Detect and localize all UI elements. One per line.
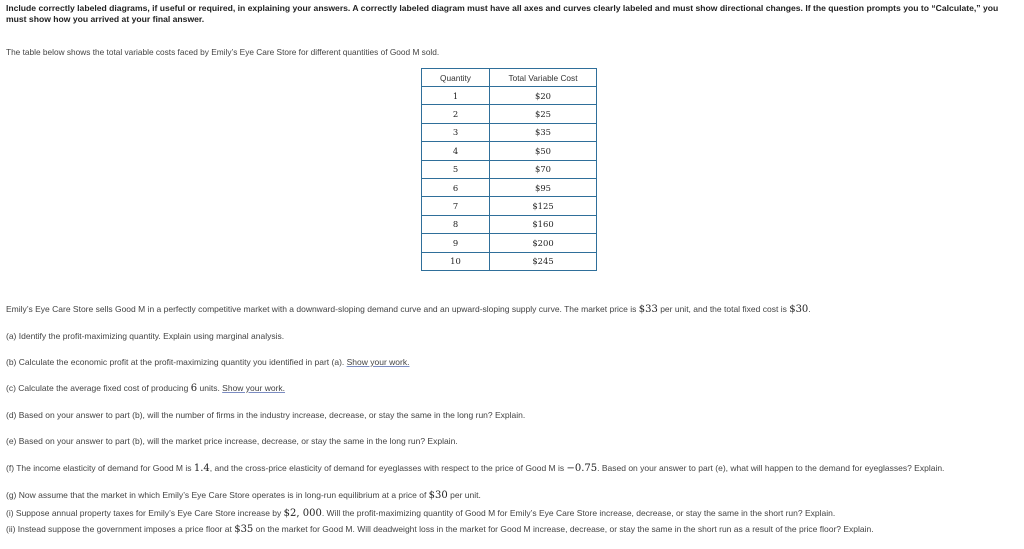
- cost-cell: $200: [490, 234, 597, 252]
- question-g-ii: [6, 524, 874, 535]
- table-row: [422, 178, 597, 196]
- table-row: [422, 197, 597, 215]
- quantity-cell: 6: [422, 178, 490, 196]
- cost-cell: $25: [490, 105, 597, 123]
- scenario-text: [6, 304, 811, 315]
- quantity-cell: 2: [422, 105, 490, 123]
- question-c-pre: (c) Calculate the average fixed cost of producing: [6, 383, 191, 393]
- question-g-pre: (g) Now assume that the market in which Emily’s Eye Care Store operates is in long-run equilibrium at a price of: [6, 490, 429, 500]
- quantity-cell: 5: [422, 160, 490, 178]
- question-d: (d) Based on your answer to part (b), will the number of firms in the industry increase, decrease, or stay the same in the long run? Explain.: [6, 410, 526, 420]
- table-row: [422, 160, 597, 178]
- question-f: [6, 463, 944, 474]
- cost-cell: $160: [490, 215, 597, 233]
- question-e: (e) Based on your answer to part (b), will the market price increase, decrease, or stay the same in the long run? Explain.: [6, 436, 458, 446]
- header-quantity: Quantity: [422, 69, 490, 87]
- question-c-units: 6: [190, 383, 198, 394]
- quantity-cell: 7: [422, 197, 490, 215]
- question-f-pre: (f) The income elasticity of demand for Good M is: [6, 463, 194, 473]
- cost-cell: $35: [490, 123, 597, 141]
- table-row: [422, 252, 597, 270]
- question-b: [6, 357, 409, 367]
- table-header-row: [422, 69, 597, 87]
- question-g-i: [6, 508, 835, 519]
- instructions: Include correctly labeled diagrams, if useful or required, in explaining your answers. A correctly labeled diagram must have all axes and curves clearly labeled and must show directional changes. If the question prompts you to “Calculate,” you must show how you arrived at your final answer.: [6, 3, 999, 24]
- question-c-post: units.: [197, 383, 223, 393]
- table-row: [422, 87, 597, 105]
- cost-cell: $20: [490, 87, 597, 105]
- cost-table: [421, 68, 597, 271]
- question-f-post: . Based on your answer to part (e), what will happen to the demand for eyeglasses? Explain.: [597, 463, 945, 473]
- scenario-post: .: [808, 304, 811, 314]
- question-b-text: (b) Calculate the economic profit at the profit-maximizing quantity you identified in part (a).: [6, 357, 347, 367]
- table-row: [422, 123, 597, 141]
- cost-cell: $245: [490, 252, 597, 270]
- property-tax-increase: $2, 000: [283, 508, 322, 519]
- quantity-cell: 10: [422, 252, 490, 270]
- question-g-ii-pre: (ii) Instead suppose the government imposes a price floor at: [6, 524, 235, 534]
- scenario-pre: Emily’s Eye Care Store sells Good M in a perfectly competitive market with a downward-sloping demand curve and an upward-sloping supply curve. The market price is: [6, 304, 639, 314]
- price-floor: $35: [234, 524, 254, 535]
- quantity-cell: 1: [422, 87, 490, 105]
- question-g: [6, 490, 481, 501]
- quantity-cell: 8: [422, 215, 490, 233]
- cost-cell: $50: [490, 142, 597, 160]
- table-row: [422, 234, 597, 252]
- question-g-ii-post: on the market for Good M. Will deadweight loss in the market for Good M increase, decrease, or stay the same in the short run as a result of the price floor? Explain.: [253, 524, 874, 534]
- cost-cell: $95: [490, 178, 597, 196]
- cross-price-elasticity: −0.75: [566, 463, 598, 474]
- cost-cell: $125: [490, 197, 597, 215]
- scenario-mid: per unit, and the total fixed cost is: [657, 304, 790, 314]
- equilibrium-price: $30: [428, 490, 448, 501]
- table-row: [422, 142, 597, 160]
- market-price: $33: [638, 304, 658, 315]
- quantity-cell: 9: [422, 234, 490, 252]
- question-g-i-pre: (i) Suppose annual property taxes for Emily’s Eye Care Store increase by: [6, 508, 284, 518]
- cost-cell: $70: [490, 160, 597, 178]
- quantity-cell: 3: [422, 123, 490, 141]
- income-elasticity: 1.4: [193, 463, 210, 474]
- table-row: [422, 215, 597, 233]
- question-g-i-post: . Will the profit-maximizing quantity of Good M for Emily’s Eye Care Store increase, decrease, or stay the same in the short run? Explain.: [321, 508, 836, 518]
- question-c: [6, 383, 285, 394]
- question-g-post: per unit.: [447, 490, 481, 500]
- show-work-link-c[interactable]: Show your work.: [222, 383, 286, 393]
- table-intro: The table below shows the total variable costs faced by Emily’s Eye Care Store for different quantities of Good M sold.: [6, 47, 440, 57]
- table-row: [422, 105, 597, 123]
- show-work-link-b[interactable]: Show your work.: [346, 357, 410, 367]
- header-total-variable-cost: Total Variable Cost: [490, 69, 597, 87]
- fixed-cost: $30: [789, 304, 809, 315]
- quantity-cell: 4: [422, 142, 490, 160]
- question-a: (a) Identify the profit-maximizing quantity. Explain using marginal analysis.: [6, 331, 285, 341]
- question-f-mid: , and the cross-price elasticity of demand for eyeglasses with respect to the price of Good M is: [209, 463, 567, 473]
